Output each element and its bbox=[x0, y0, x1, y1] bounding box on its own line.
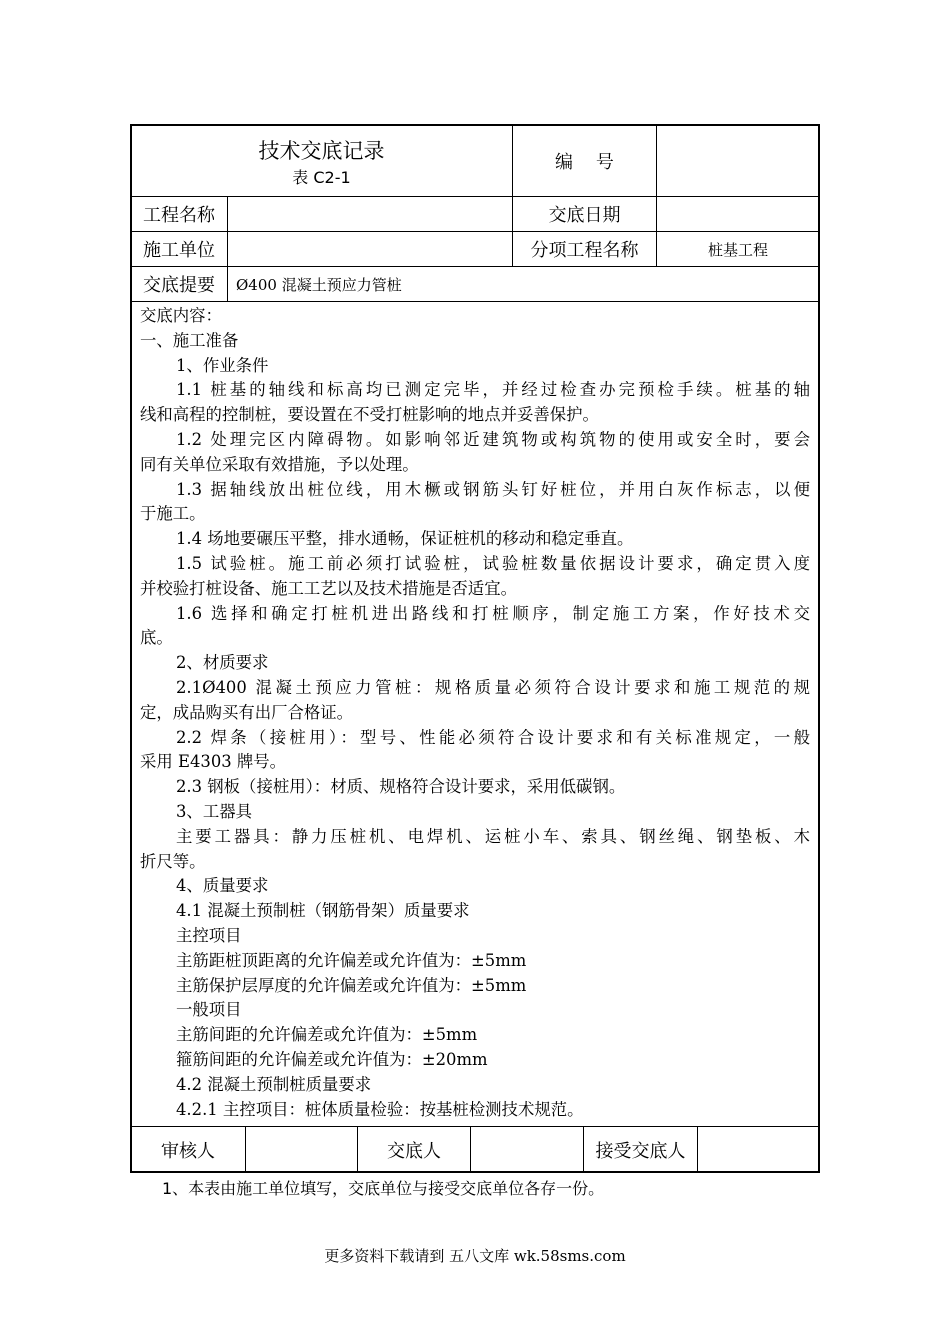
receiver-label: 接受交底人 bbox=[595, 1140, 686, 1162]
date-field[interactable] bbox=[657, 197, 819, 231]
form-note: 1、本表由施工单位填写，交底单位与接受交底单位各存一份。 bbox=[162, 1179, 605, 1198]
date-label: 交底日期 bbox=[548, 205, 621, 226]
number-label: 编 号 bbox=[555, 152, 614, 173]
content-line: 1.6 选择和确定打桩机进出路线和打桩顺序，制定施工方案，作好技术交 bbox=[176, 603, 810, 623]
content-line: 4.2 混凝土预制桩质量要求 bbox=[176, 1074, 372, 1094]
content-line: 主筋间距的允许偏差或允许值为：±5mm bbox=[176, 1025, 478, 1045]
form-code: 表 C2-1 bbox=[292, 167, 351, 187]
content-line: 3、工器具 bbox=[176, 801, 252, 821]
receiver-field[interactable] bbox=[698, 1127, 819, 1172]
content-lines bbox=[140, 329, 810, 1123]
project-name-field[interactable] bbox=[228, 197, 512, 231]
content-line: 4.1 混凝土预制桩（钢筋骨架）质量要求 bbox=[176, 901, 470, 921]
construction-unit-field[interactable] bbox=[228, 232, 512, 266]
content-line: 主筋距桩顶距离的允许偏差或允许值为：±5mm bbox=[176, 950, 527, 970]
content-line: 一般项目 bbox=[176, 1000, 242, 1020]
content-line: 4.2.1 主控项目：桩体质量检验：按基桩检测技术规范。 bbox=[176, 1099, 584, 1119]
content-line: 2、材质要求 bbox=[176, 653, 269, 673]
content-line: 于施工。 bbox=[140, 504, 206, 524]
subitem-label: 分项工程名称 bbox=[530, 240, 639, 261]
content-line: 主要工器具：静力压桩机、电焊机、运桩小车、索具、钢丝绳、钢垫板、木 bbox=[176, 826, 810, 846]
content-line: 定，成品购买有出厂合格证。 bbox=[140, 702, 354, 722]
summary-field[interactable]: Ø400 混凝土预应力管桩 bbox=[236, 275, 402, 294]
content-line: 箍筋间距的允许偏差或允许值为：±20mm bbox=[176, 1049, 488, 1069]
content-line: 1.1 桩基的轴线和标高均已测定完毕，并经过检查办完预检手续。桩基的轴 bbox=[176, 380, 810, 400]
content-line: 一、施工准备 bbox=[140, 330, 239, 350]
content-line: 2.3 钢板（接桩用）：材质、规格符合设计要求，采用低碳钢。 bbox=[176, 777, 626, 797]
discloser-label: 交底人 bbox=[387, 1140, 441, 1162]
content-line: 2.1Ø400 混凝土预应力管桩：规格质量必须符合设计要求和施工规范的规 bbox=[176, 677, 810, 697]
content-line: 1.5 试验桩。施工前必须打试验桩，试验桩数量依据设计要求，确定贯入度 bbox=[176, 553, 810, 573]
content-line: 1.2 处理完区内障碍物。如影响邻近建筑物或构筑物的使用或安全时，要会 bbox=[176, 429, 810, 449]
form-title: 技术交底记录 bbox=[258, 138, 385, 163]
content-line: 采用 E4303 牌号。 bbox=[140, 752, 287, 772]
reviewer-field[interactable] bbox=[246, 1127, 357, 1172]
content-line: 主筋保护层厚度的允许偏差或允许值为：±5mm bbox=[176, 975, 527, 995]
discloser-field[interactable] bbox=[471, 1127, 583, 1172]
content-line: 4、质量要求 bbox=[176, 876, 269, 896]
content-line: 1.4 场地要碾压平整，排水通畅，保证桩机的移动和稳定垂直。 bbox=[176, 529, 634, 549]
number-field[interactable] bbox=[657, 126, 819, 196]
content-line: 线和高程的控制桩，要设置在不受打桩影响的地点并妥善保护。 bbox=[140, 405, 599, 425]
disclosure-content bbox=[140, 304, 810, 1122]
content-line: 1.3 据轴线放出桩位线，用木橛或钢筋头钉好桩位，并用白灰作标志，以便 bbox=[176, 479, 810, 499]
project-name-label: 工程名称 bbox=[143, 205, 215, 226]
title-block bbox=[131, 126, 512, 196]
page-footer: 更多资料下载请到 五八文库 wk.58sms.com bbox=[324, 1247, 626, 1265]
content-line: 2.2 焊条（接桩用）：型号、性能必须符合设计要求和有关标准规定，一般 bbox=[176, 727, 810, 747]
row-divider bbox=[131, 301, 819, 302]
summary-label: 交底提要 bbox=[143, 275, 215, 296]
content-line: 折尺等。 bbox=[140, 851, 206, 871]
content-line: 并校验打桩设备、施工工艺以及技术措施是否适宜。 bbox=[140, 578, 517, 598]
reviewer-label: 审核人 bbox=[161, 1140, 215, 1162]
subitem-field[interactable]: 桩基工程 bbox=[707, 240, 768, 259]
construction-unit-label: 施工单位 bbox=[143, 240, 215, 261]
content-line: 主控项目 bbox=[176, 925, 242, 945]
content-line: 1、作业条件 bbox=[176, 355, 269, 375]
content-heading: 交底内容： bbox=[140, 306, 222, 325]
content-line: 同有关单位采取有效措施，予以处理。 bbox=[140, 454, 419, 474]
content-line: 底。 bbox=[140, 628, 173, 648]
